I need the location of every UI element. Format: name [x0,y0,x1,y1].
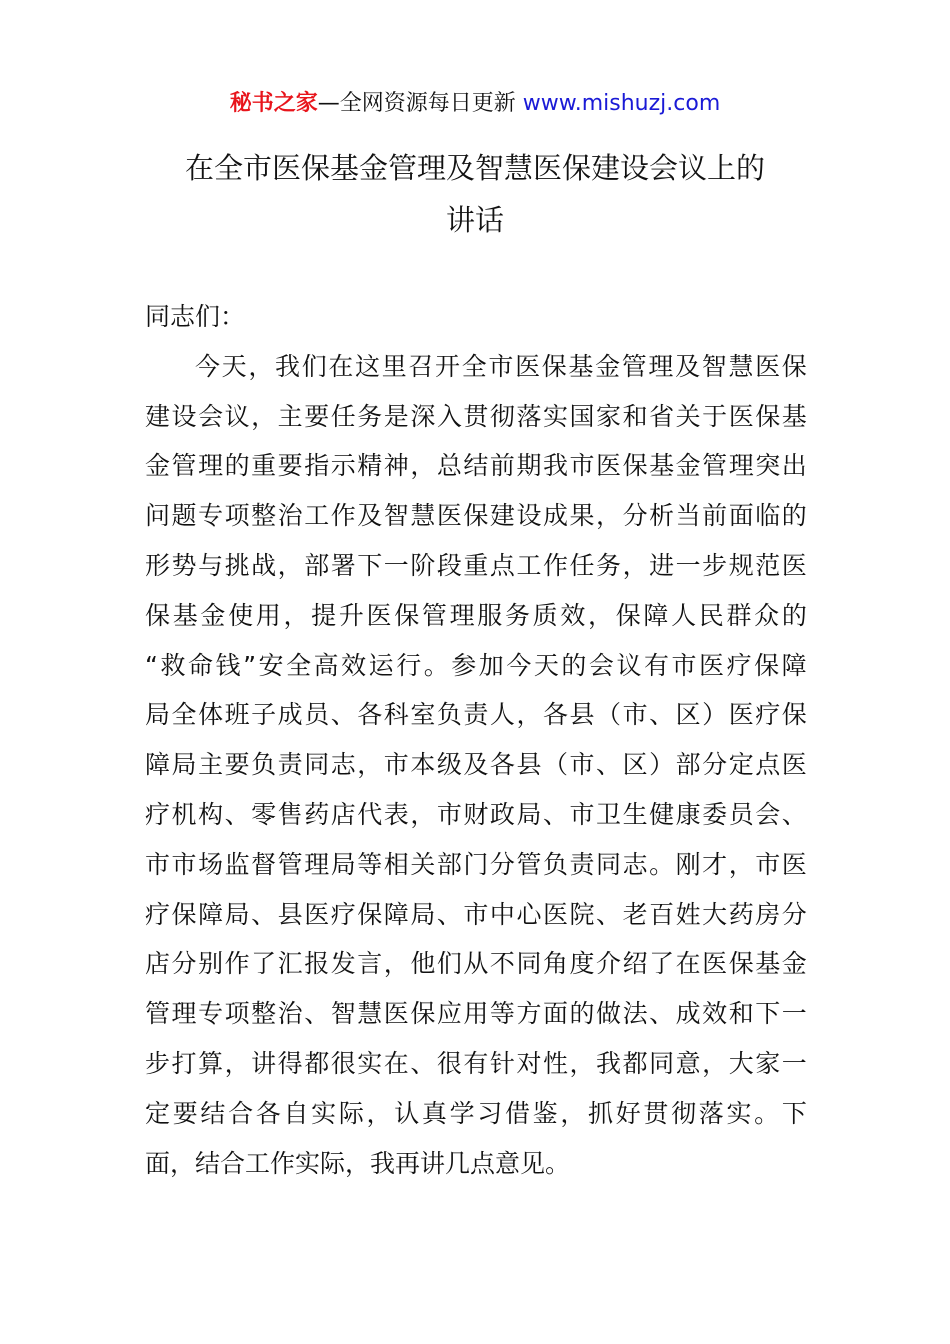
title-line-1: 在全市医保基金管理及智慧医保建设会议上的 [184,151,765,185]
line-characters: 管 理 专 项 整 治 、 智 慧 医 保 应 用 等 方 面 的 做 法 、 成 效 和 下 一 [145,999,807,1029]
paragraph-line [145,890,807,940]
paragraph-line [145,790,807,840]
header-slogan: —全网资源每日更新 [317,91,516,116]
paragraph-line [145,1039,807,1089]
site-url-link[interactable]: www.mishuzj.com [522,91,721,116]
document-body [145,292,807,1188]
line-characters: 问 题 专 项 整 治 工 作 及 智 慧 医 保 建 设 成 果 ， 分 析 当 前 面 临 的 [145,501,807,531]
line-characters: 形 势 与 挑 战 ， 部 署 下 一 阶 段 重 点 工 作 任 务 ， 进 一 步 规 范 医 [145,550,807,580]
paragraph-line: 面，结合工作实际，我再讲几点意见。 [145,1148,571,1178]
line-characters: 店 分 别 作 了 汇 报 发 言 ， 他 们 从 不 同 角 度 介 绍 了 在 医 保 基 金 [145,949,807,979]
line-characters: 障 局 主 要 负 责 同 志 ， 市 本 级 及 各 县 （ 市 、 区 ） 部 分 定 点 医 [145,750,807,780]
document-title [140,142,810,246]
paragraph-line [145,441,807,491]
line-characters: 金 管 理 的 重 要 指 示 精 神 ， 总 结 前 期 我 市 医 保 基 金 管 理 突 出 [145,451,807,481]
paragraph-line [145,541,807,591]
title-line-2: 讲话 [445,203,504,237]
paragraph-line [145,392,807,442]
paragraph-line [145,491,807,541]
site-header [0,88,950,120]
line-characters: “ 救 命 钱 ” 安 全 高 效 运 行 。 参 加 今 天 的 会 议 有 市 医 疗 保 障 [145,650,807,680]
line-characters: 局 全 体 班 子 成 员 、 各 科 室 负 责 人 ， 各 县 （ 市 、 区 ） 医 疗 保 [145,700,807,730]
paragraph-line [145,690,807,740]
paragraph-line [145,342,807,392]
paragraph-line [145,989,807,1039]
paragraph-line [145,641,807,691]
line-characters: 疗 保 障 局 、 县 医 疗 保 障 局 、 市 中 心 医 院 、 老 百 姓 大 药 房 分 [145,899,807,929]
line-characters: 建 设 会 议 ， 主 要 任 务 是 深 入 贯 彻 落 实 国 家 和 省 关 于 医 保 基 [145,401,807,431]
line-characters: 步 打 算 ， 讲 得 都 很 实 在 、 很 有 针 对 性 ， 我 都 同 意 ， 大 家 一 [145,1048,807,1078]
salutation: 同志们： [145,302,246,331]
paragraph-line [145,740,807,790]
paragraph-line [145,1089,807,1139]
line-characters: 今 天 ， 我 们 在 这 里 召 开 全 市 医 保 基 金 管 理 及 智 慧 医 保 [195,351,807,381]
brand-name: 秘书之家 [229,91,318,116]
line-characters: 定 要 结 合 各 自 实 际 ， 认 真 学 习 借 鉴 ， 抓 好 贯 彻 落 实 。 下 [145,1098,807,1128]
paragraph-line [145,591,807,641]
line-characters: 市 市 场 监 督 管 理 局 等 相 关 部 门 分 管 负 责 同 志 。 刚 才 ， 市 医 [145,849,807,879]
line-characters: 疗 机 构 、 零 售 药 店 代 表 ， 市 财 政 局 、 市 卫 生 健 康 委 员 会 、 [145,799,807,829]
paragraph-line [145,840,807,890]
paragraph-line [145,939,807,989]
line-characters: 保 基 金 使 用 ， 提 升 医 保 管 理 服 务 质 效 ， 保 障 人 民 群 众 的 [145,600,807,630]
